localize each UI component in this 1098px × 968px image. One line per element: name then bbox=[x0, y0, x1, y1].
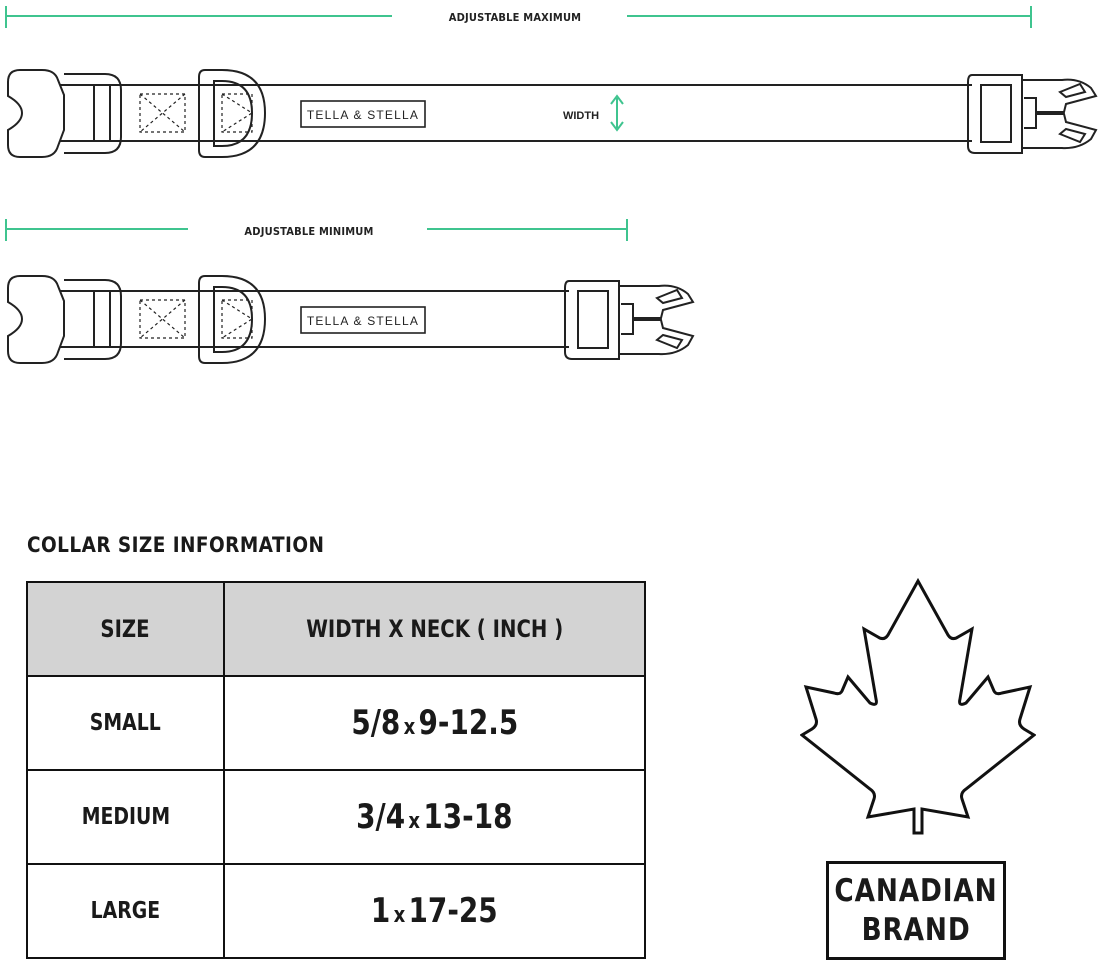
size-cell: LARGE bbox=[27, 864, 224, 958]
maple-leaf-icon bbox=[800, 577, 1036, 835]
width-arrow-icon bbox=[611, 96, 623, 130]
width-label: WIDTH bbox=[562, 110, 600, 122]
size-cell: SMALL bbox=[27, 676, 224, 770]
table-row bbox=[27, 676, 645, 770]
brand-tag-text-min: TELLA & STELLA bbox=[306, 314, 420, 328]
collar-diagram bbox=[0, 0, 1098, 400]
badge-line-1: CANADIAN bbox=[834, 872, 998, 909]
header-width-neck: WIDTH X NECK ( INCH ) bbox=[224, 582, 645, 676]
table-row bbox=[27, 864, 645, 958]
dims-cell: 3/4 x13-18 bbox=[224, 770, 645, 864]
dims-cell: 1 x17-25 bbox=[224, 864, 645, 958]
badge-line-2: BRAND bbox=[861, 911, 971, 948]
collar-size-title: COLLAR SIZE INFORMATION bbox=[27, 533, 325, 557]
collar-maximum bbox=[8, 70, 1096, 157]
female-buckle-icon bbox=[8, 70, 64, 157]
dims-cell: 5/8 x9-12.5 bbox=[224, 676, 645, 770]
adjustable-minimum-label: ADJUSTABLE MINIMUM bbox=[244, 225, 374, 238]
size-table bbox=[26, 581, 646, 959]
size-cell: MEDIUM bbox=[27, 770, 224, 864]
adjustable-maximum-label: ADJUSTABLE MAXIMUM bbox=[448, 11, 582, 24]
canadian-brand-badge bbox=[826, 861, 1006, 960]
table-header-row bbox=[27, 582, 645, 676]
male-buckle-icon bbox=[1022, 80, 1096, 148]
brand-tag-text-max: TELLA & STELLA bbox=[306, 108, 420, 122]
header-size: SIZE bbox=[27, 582, 224, 676]
table-row bbox=[27, 770, 645, 864]
